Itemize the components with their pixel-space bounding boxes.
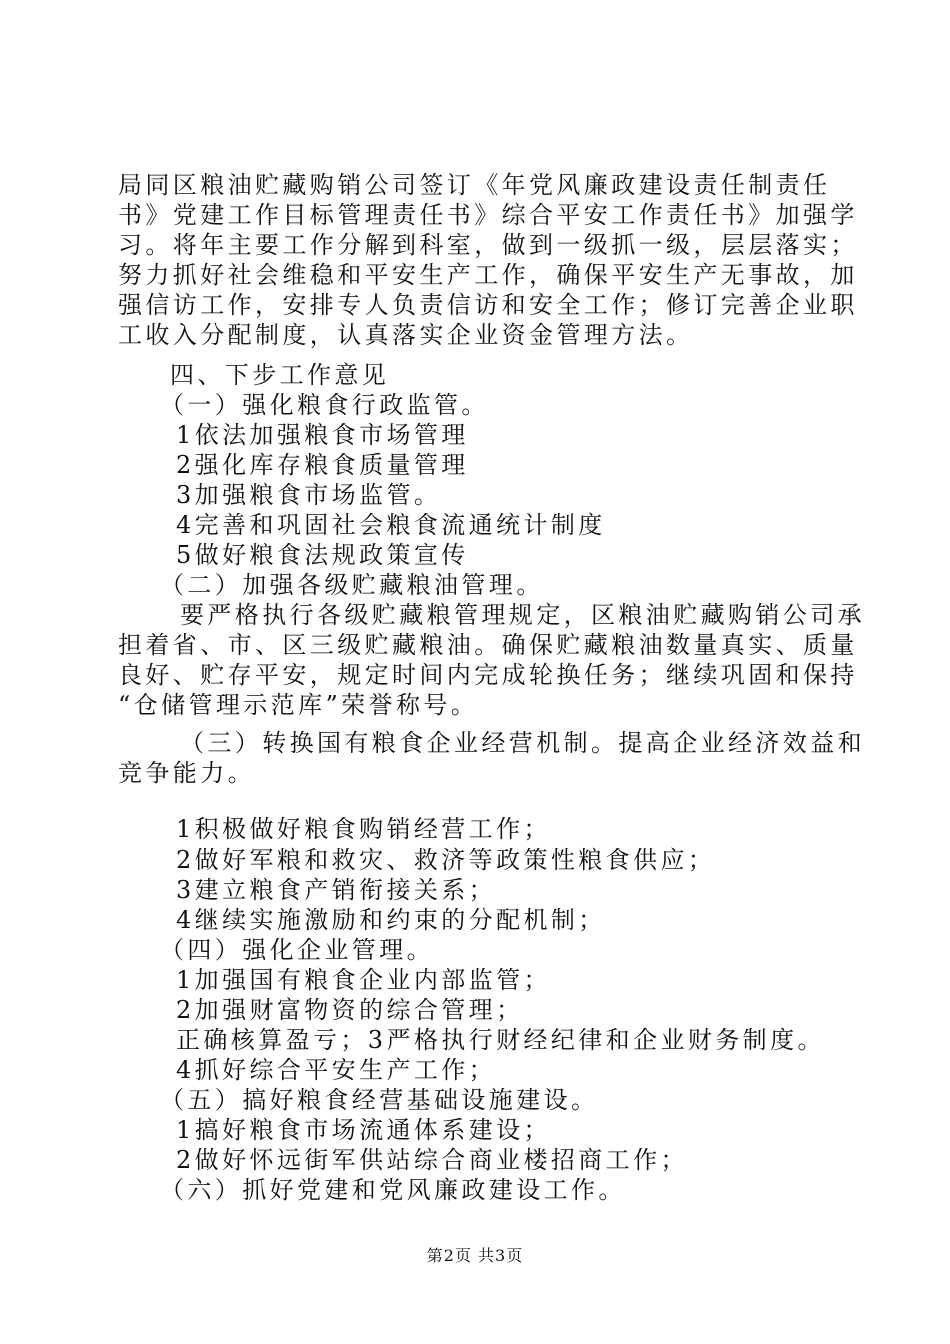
list-item: 4继续实施激励和约束的分配机制； xyxy=(176,906,606,934)
paragraph-line: 良好、贮存平安，规定时间内完成轮换任务；继续巩固和保持 xyxy=(118,661,858,689)
list-item: 1加强国有粮食企业内部监管； xyxy=(176,966,551,994)
paragraph-line: 竞争能力。 xyxy=(118,759,255,787)
list-item: 1搞好粮食市场流通体系建设； xyxy=(176,1116,551,1144)
list-item: 2做好军粮和救灾、救济等政策性粮食供应； xyxy=(176,846,716,874)
list-item: 3建立粮食产销衔接关系； xyxy=(176,876,497,904)
paragraph-line: 工收入分配制度，认真落实企业资金管理方法。 xyxy=(118,321,694,349)
list-item: 4抓好综合平安生产工作； xyxy=(176,1056,497,1084)
list-item: 1积极做好粮食购销经营工作； xyxy=(176,815,551,843)
subsection-heading: （六）抓好党建和党风廉政建设工作。 xyxy=(160,1176,626,1204)
paragraph-line: 努力抓好社会维稳和平安生产工作，确保平安生产无事故，加 xyxy=(118,261,858,289)
list-item: 5做好粮食法规政策宣传 xyxy=(176,541,469,569)
list-item: 1依法加强粮食市场管理 xyxy=(176,421,469,449)
subsection-heading: （二）加强各级贮藏粮油管理。 xyxy=(160,571,544,599)
paragraph-line: 局同区粮油贮藏购销公司签订《年党风廉政建设责任制责任 xyxy=(118,171,831,199)
page-footer: 第2页 共3页 xyxy=(426,1246,524,1265)
subsection-heading: （三）转换国有粮食企业经营机制。提高企业经济效益和 xyxy=(180,729,865,757)
paragraph-line: “仓储管理示范库”荣誉称号。 xyxy=(118,691,479,719)
list-item: 4完善和巩固社会粮食流通统计制度 xyxy=(176,511,606,539)
subsection-heading: （五）搞好粮食经营基础设施建设。 xyxy=(160,1086,599,1114)
subsection-heading: （四）强化企业管理。 xyxy=(160,936,434,964)
list-item: 2加强财富物资的综合管理； xyxy=(176,996,524,1024)
list-item: 2做好怀远街军供站综合商业楼招商工作； xyxy=(176,1146,688,1174)
paragraph-line: 要严格执行各级贮藏粮管理规定，区粮油贮藏购销公司承 xyxy=(180,601,865,629)
paragraph-line: 习。将年主要工作分解到科室，做到一级抓一级，层层落实； xyxy=(118,231,858,259)
list-item: 3加强粮食市场监管。 xyxy=(176,481,442,509)
section-heading: 四、下步工作意见 xyxy=(170,361,390,389)
list-item: 2强化库存粮食质量管理 xyxy=(176,451,469,479)
paragraph-line: 书》党建工作目标管理责任书》综合平安工作责任书》加强学 xyxy=(118,201,858,229)
list-item: 正确核算盈亏；3严格执行财经纪律和企业财务制度。 xyxy=(176,1026,825,1054)
paragraph-line: 强信访工作，安排专人负责信访和安全工作；修订完善企业职 xyxy=(118,291,858,319)
paragraph-line: 担着省、市、区三级贮藏粮油。确保贮藏粮油数量真实、质量 xyxy=(118,631,858,659)
subsection-heading: （一）强化粮食行政监管。 xyxy=(160,391,489,419)
